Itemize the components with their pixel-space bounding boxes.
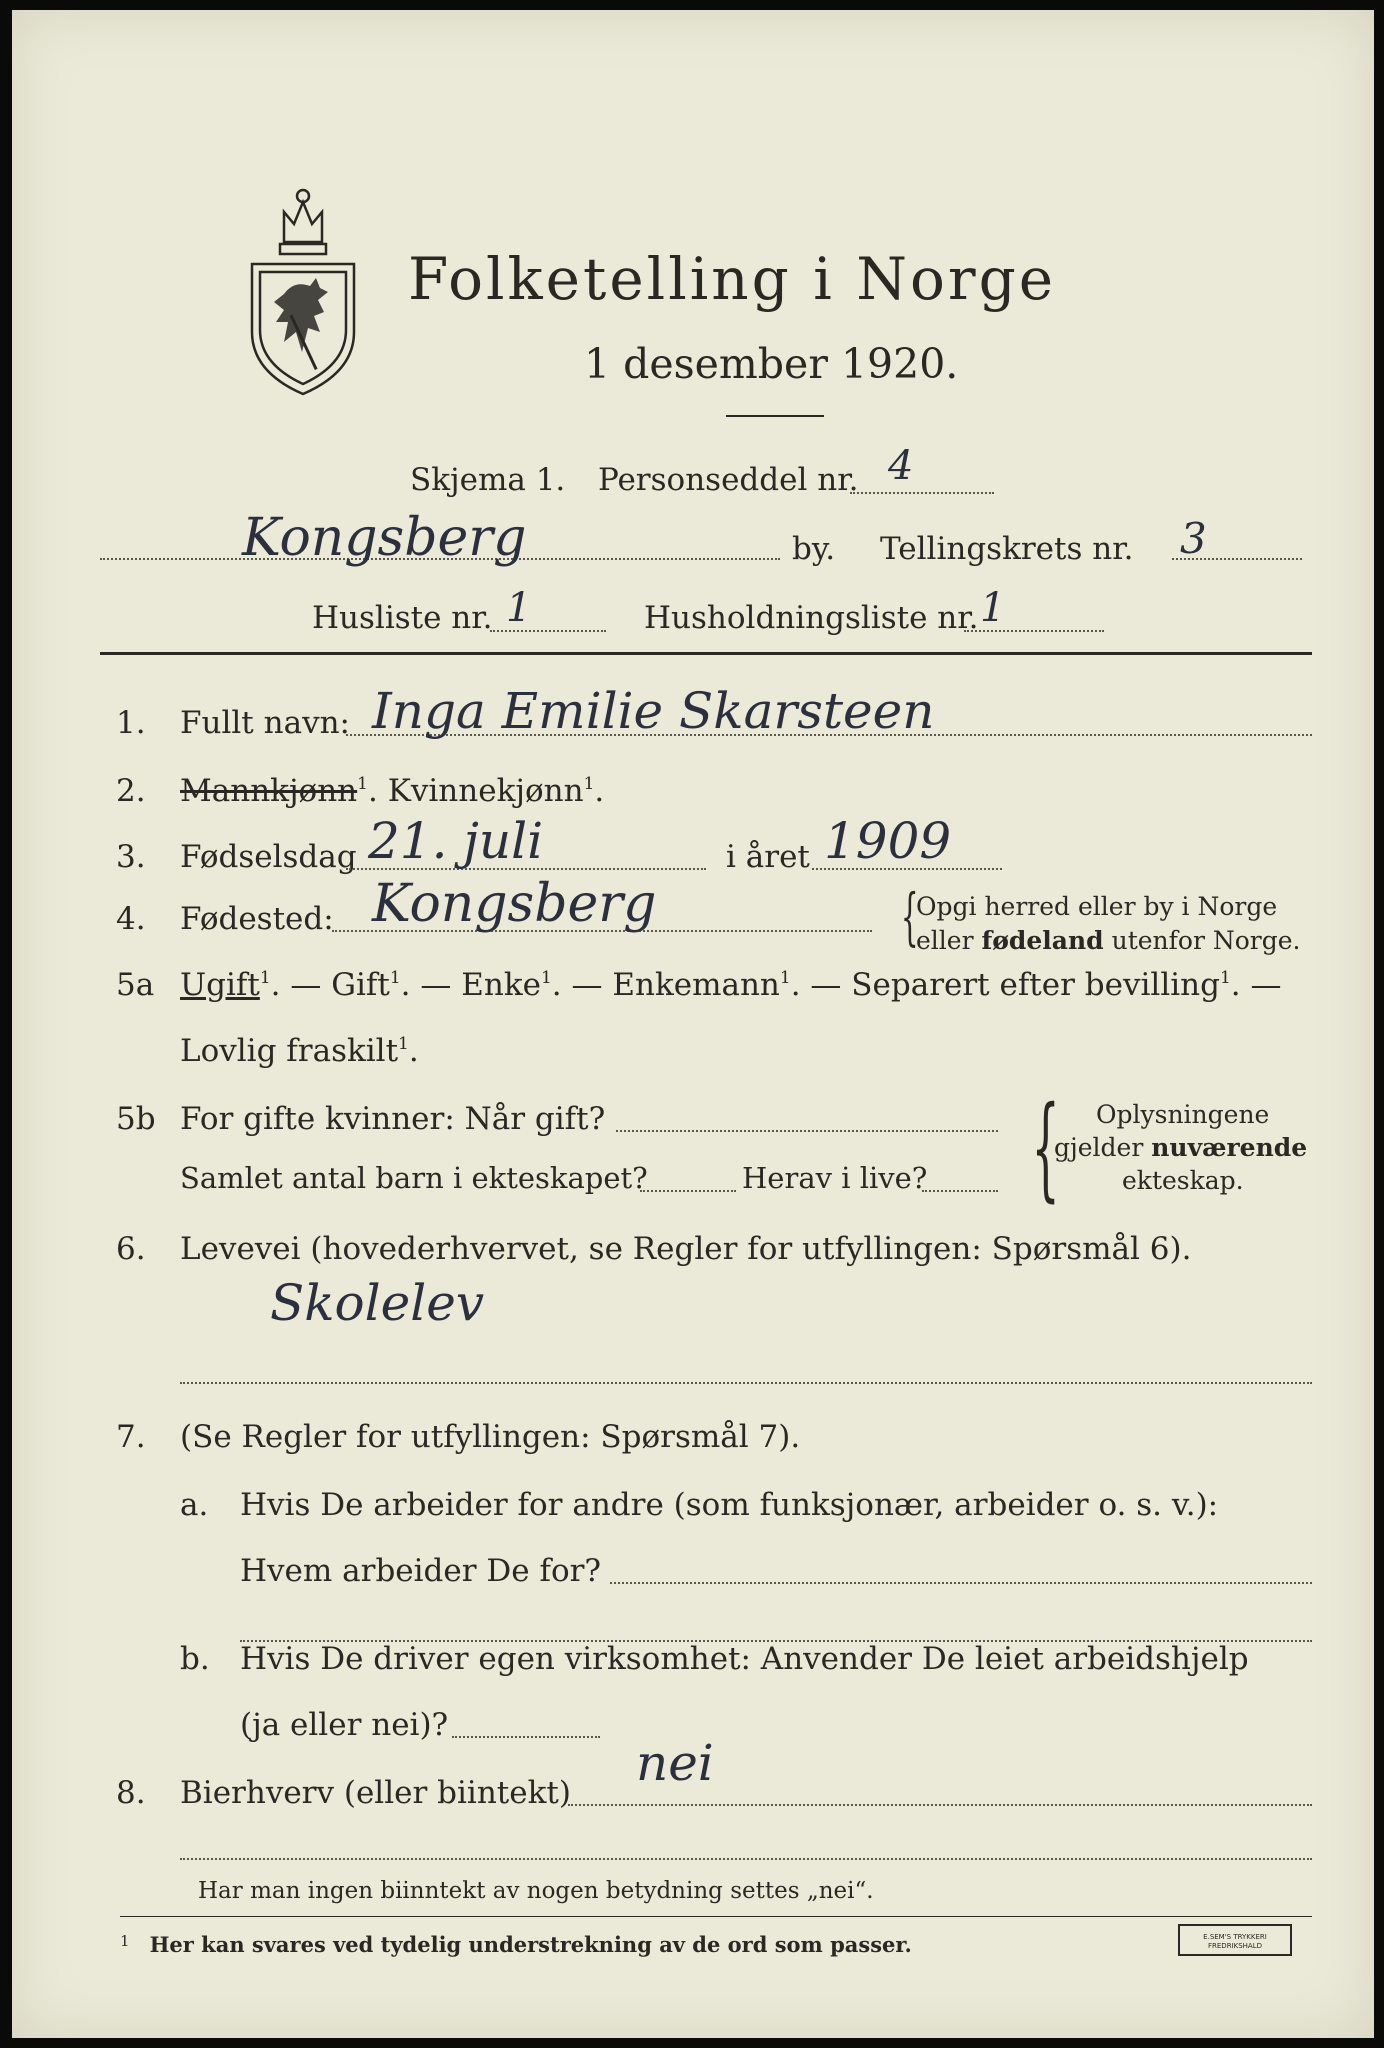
q7-number: 7. xyxy=(116,1419,146,1455)
husholdning-label: Husholdningsliste nr. xyxy=(644,600,979,636)
q7b-letter: b. xyxy=(180,1641,210,1677)
q5b-label1: For gifte kvinner: Når gift? xyxy=(180,1101,606,1137)
form-date: 1 desember 1920. xyxy=(584,340,959,388)
q5a-enkemann[interactable]: Enkemann xyxy=(612,967,780,1003)
q5a-fraskilt[interactable]: Lovlig fraskilt xyxy=(180,1033,399,1069)
husholdning-value[interactable]: 1 xyxy=(980,585,1006,631)
tellingskrets-value[interactable]: 3 xyxy=(1180,514,1207,563)
q8-line xyxy=(568,1804,1312,1806)
q5b-label3: Herav i live? xyxy=(742,1161,928,1195)
personseddel-label: Personseddel nr. xyxy=(598,462,859,498)
header-divider xyxy=(100,652,1312,655)
q5b-number: 5b xyxy=(116,1101,156,1137)
q5b-note3: ekteskap. xyxy=(1122,1166,1244,1195)
q5a-number: 5a xyxy=(116,967,155,1003)
personseddel-line xyxy=(850,492,994,494)
q4-note-line2: eller fødeland utenfor Norge. xyxy=(916,926,1301,955)
personseddel-value[interactable]: 4 xyxy=(888,443,914,489)
q4-label: Fødested: xyxy=(180,901,334,937)
q2-female[interactable]: Kvinnekjønn xyxy=(387,773,584,809)
q7a-sub: Hvem arbeider De for? xyxy=(240,1553,602,1589)
q5a-fraskilt-row: Lovlig fraskilt$^1$. xyxy=(180,1033,419,1069)
city-value[interactable]: Kongsberg xyxy=(242,508,527,568)
q8-number: 8. xyxy=(116,1775,146,1811)
q4-number: 4. xyxy=(116,901,146,937)
q6-label: Levevei (hovederhvervet, se Regler for utfyllingen: Spørsmål 6). xyxy=(180,1231,1192,1267)
q7a-letter: a. xyxy=(180,1487,209,1523)
q5b-note1: Oplysningene xyxy=(1096,1100,1270,1129)
q6-value[interactable]: Skolelev xyxy=(270,1274,485,1332)
q5a-enke[interactable]: Enke xyxy=(461,967,541,1003)
q1-value[interactable]: Inga Emilie Skarsteen xyxy=(372,682,935,740)
q3-number: 3. xyxy=(116,839,146,875)
census-form xyxy=(12,10,1374,2038)
q7a-text: Hvis De arbeider for andre (som funksjonær, arbeider o. s. v.): xyxy=(240,1487,1219,1523)
q8-value[interactable]: nei xyxy=(636,1734,714,1792)
q1-label: Fullt navn: xyxy=(180,705,350,741)
husliste-label: Husliste nr. xyxy=(312,600,493,636)
q5a-options: Ugift$^1$. — Gift$^1$. — Enke$^1$. — Enkemann$^1$. — Separert efter bevilling$^1$. — xyxy=(180,967,1282,1003)
q5b-line2 xyxy=(640,1190,736,1192)
q7b-line xyxy=(452,1736,600,1738)
printer-stamp-line1: E.SEM'S TRYKKERI xyxy=(1203,1933,1267,1941)
q8-label: Bierhverv (eller biintekt) xyxy=(180,1775,571,1811)
q3-value[interactable]: 21. juli xyxy=(368,812,544,870)
q7b-text: Hvis De driver egen virksomhet: Anvender De leiet arbeidshjelp xyxy=(240,1641,1249,1677)
q3-year-value[interactable]: 1909 xyxy=(824,812,952,870)
q7a-line1 xyxy=(610,1582,1312,1584)
by-label: by. xyxy=(792,531,836,567)
footnote: $^1$ Her kan svares ved tydelig understrekning av de ord som passer. xyxy=(120,1932,912,1957)
q5b-line1 xyxy=(616,1130,998,1132)
q5b-line3 xyxy=(922,1190,998,1192)
q1-number: 1. xyxy=(116,705,146,741)
footnote-number: 1 xyxy=(120,1932,130,1950)
q2-options: Mannkjønn$^1$. Kvinnekjønn$^1$. xyxy=(180,773,605,809)
printer-stamp xyxy=(1178,1924,1292,1956)
nei-note: Har man ingen biinntekt av nogen betydning settes „nei“. xyxy=(198,1878,874,1904)
q5a-separert[interactable]: Separert efter bevilling xyxy=(851,967,1220,1003)
title-divider xyxy=(726,415,824,417)
q2-number: 2. xyxy=(116,773,146,809)
printer-stamp-line2: FREDRIKSHALD xyxy=(1207,1942,1262,1950)
q7b-sub: (ja eller nei)? xyxy=(240,1707,449,1743)
footnote-divider xyxy=(120,1916,1312,1917)
q3-label: Fødselsdag xyxy=(180,839,357,875)
q5b-note-brace: { xyxy=(1031,1083,1060,1213)
q5a-gift[interactable]: Gift xyxy=(331,967,390,1003)
q4-note-brace: { xyxy=(900,880,919,953)
q3-year-label: i året xyxy=(726,839,810,875)
q5b-label2: Samlet antal barn i ekteskapet? xyxy=(180,1161,648,1195)
q7-label: (Se Regler for utfyllingen: Spørsmål 7). xyxy=(180,1419,801,1455)
coat-of-arms-icon xyxy=(244,182,362,402)
q5b-note2: gjelder nuværende xyxy=(1054,1133,1308,1162)
q4-note-line1: Opgi herred eller by i Norge xyxy=(916,892,1278,921)
q2-male[interactable]: Mannkjønn xyxy=(180,773,358,809)
husliste-value[interactable]: 1 xyxy=(506,585,532,631)
tellingskrets-label: Tellingskrets nr. xyxy=(880,531,1134,567)
q4-value[interactable]: Kongsberg xyxy=(372,874,657,934)
skjema-label: Skjema 1. xyxy=(410,462,566,498)
q8-extra-line xyxy=(180,1858,1312,1860)
q6-line xyxy=(180,1382,1312,1384)
q6-number: 6. xyxy=(116,1231,146,1267)
form-title: Folketelling i Norge xyxy=(408,245,1057,313)
q5a-ugift[interactable]: Ugift xyxy=(180,967,260,1003)
